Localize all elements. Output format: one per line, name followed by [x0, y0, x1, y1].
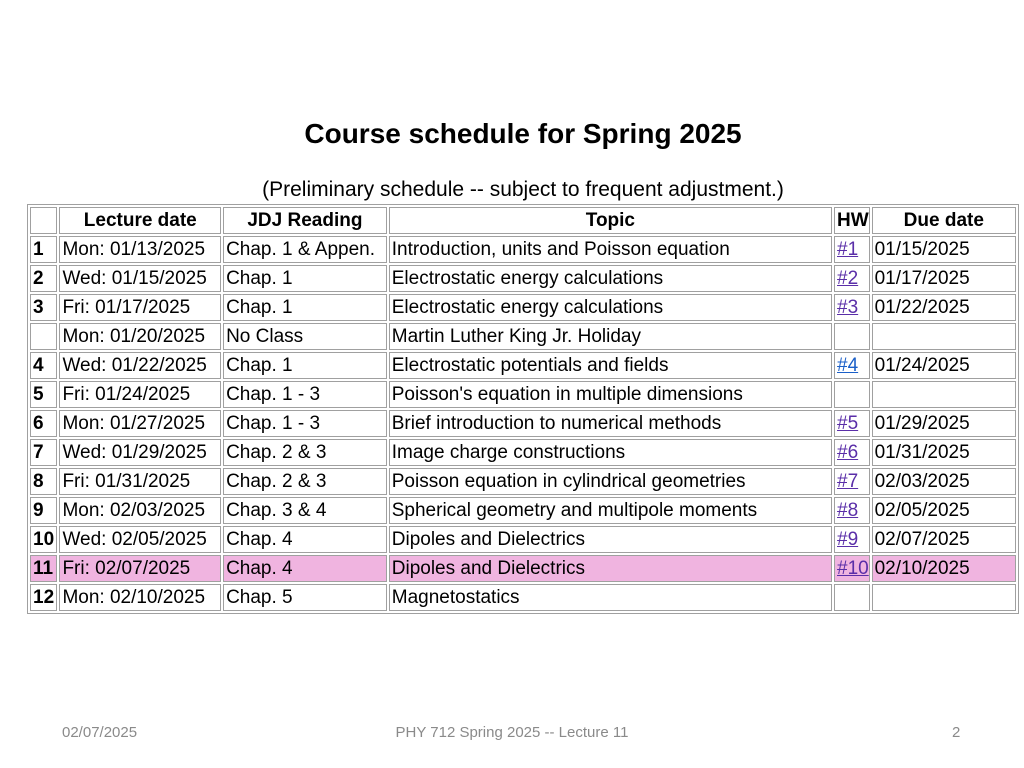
footer-page-number: 2	[952, 724, 961, 741]
row-number: 6	[30, 410, 57, 437]
hw-cell	[834, 439, 870, 466]
hw-cell	[834, 584, 870, 611]
topic-cell: Image charge constructions	[389, 439, 832, 466]
due-date-cell: 02/07/2025	[872, 526, 1016, 553]
table-row	[30, 555, 1016, 582]
due-date-cell: 01/17/2025	[872, 265, 1016, 292]
lecture-date-cell: Mon: 02/10/2025	[59, 584, 221, 611]
topic-cell: Magnetostatics	[389, 584, 832, 611]
header-number	[30, 207, 57, 234]
reading-cell: Chap. 1 - 3	[223, 381, 387, 408]
homework-link[interactable]: #1	[837, 239, 859, 260]
lecture-date-cell: Wed: 01/15/2025	[59, 265, 221, 292]
due-date-cell	[872, 584, 1016, 611]
topic-cell: Brief introduction to numerical methods	[389, 410, 832, 437]
due-date-cell: 01/15/2025	[872, 236, 1016, 263]
footer-course: PHY 712 Spring 2025 -- Lecture 11	[395, 724, 629, 741]
hw-cell	[834, 323, 870, 350]
lecture-date-cell: Mon: 01/13/2025	[59, 236, 221, 263]
header-due-date: Due date	[872, 207, 1016, 234]
row-number: 8	[30, 468, 57, 495]
homework-link[interactable]: #2	[837, 268, 859, 289]
hw-cell	[834, 381, 870, 408]
header-lecture-date: Lecture date	[59, 207, 221, 234]
table-row	[30, 352, 1016, 379]
row-number: 1	[30, 236, 57, 263]
reading-cell: Chap. 1 - 3	[223, 410, 387, 437]
topic-cell: Poisson's equation in multiple dimensions	[389, 381, 832, 408]
homework-link[interactable]: #5	[837, 413, 859, 434]
footer-date: 02/07/2025	[62, 724, 138, 741]
due-date-cell: 01/29/2025	[872, 410, 1016, 437]
reading-cell: Chap. 1	[223, 294, 387, 321]
topic-cell: Martin Luther King Jr. Holiday	[389, 323, 832, 350]
row-number: 5	[30, 381, 57, 408]
due-date-cell: 02/10/2025	[872, 555, 1016, 582]
topic-cell: Introduction, units and Poisson equation	[389, 236, 832, 263]
due-date-cell: 01/31/2025	[872, 439, 1016, 466]
due-date-cell	[872, 323, 1016, 350]
due-date-cell: 01/24/2025	[872, 352, 1016, 379]
table-row	[30, 526, 1016, 553]
table-row	[30, 294, 1016, 321]
row-number: 11	[30, 555, 57, 582]
row-number: 9	[30, 497, 57, 524]
lecture-date-cell: Wed: 02/05/2025	[59, 526, 221, 553]
topic-cell: Electrostatic energy calculations	[389, 265, 832, 292]
reading-cell: Chap. 1	[223, 352, 387, 379]
row-number: 2	[30, 265, 57, 292]
reading-cell: Chap. 3 & 4	[223, 497, 387, 524]
table-row	[30, 381, 1016, 408]
reading-cell: Chap. 2 & 3	[223, 468, 387, 495]
homework-link[interactable]: #9	[837, 529, 859, 550]
lecture-date-cell: Fri: 02/07/2025	[59, 555, 221, 582]
due-date-cell	[872, 381, 1016, 408]
due-date-cell: 01/22/2025	[872, 294, 1016, 321]
row-number: 3	[30, 294, 57, 321]
row-number: 10	[30, 526, 57, 553]
topic-cell: Electrostatic energy calculations	[389, 294, 832, 321]
hw-cell	[834, 265, 870, 292]
table-row	[30, 265, 1016, 292]
hw-cell	[834, 294, 870, 321]
topic-cell: Dipoles and Dielectrics	[389, 555, 832, 582]
hw-cell	[834, 410, 870, 437]
hw-cell	[834, 526, 870, 553]
lecture-date-cell: Fri: 01/24/2025	[59, 381, 221, 408]
schedule-table	[27, 204, 1019, 614]
reading-cell: Chap. 4	[223, 555, 387, 582]
hw-cell	[834, 236, 870, 263]
table-row	[30, 497, 1016, 524]
lecture-date-cell: Wed: 01/29/2025	[59, 439, 221, 466]
lecture-date-cell: Wed: 01/22/2025	[59, 352, 221, 379]
reading-cell: Chap. 2 & 3	[223, 439, 387, 466]
homework-link[interactable]: #10	[837, 558, 869, 579]
row-number: 4	[30, 352, 57, 379]
lecture-date-cell: Mon: 01/20/2025	[59, 323, 221, 350]
page-title: Course schedule for Spring 2025	[304, 118, 742, 149]
table-row	[30, 439, 1016, 466]
page-subtitle: (Preliminary schedule -- subject to frequent adjustment.)	[262, 178, 784, 201]
topic-cell: Electrostatic potentials and fields	[389, 352, 832, 379]
homework-link[interactable]: #3	[837, 297, 859, 318]
reading-cell: No Class	[223, 323, 387, 350]
table-row	[30, 323, 1016, 350]
header-topic: Topic	[389, 207, 832, 234]
topic-cell: Poisson equation in cylindrical geometries	[389, 468, 832, 495]
lecture-date-cell: Fri: 01/31/2025	[59, 468, 221, 495]
topic-cell: Dipoles and Dielectrics	[389, 526, 832, 553]
row-number: 7	[30, 439, 57, 466]
lecture-date-cell: Fri: 01/17/2025	[59, 294, 221, 321]
homework-link[interactable]: #6	[837, 442, 859, 463]
topic-cell: Spherical geometry and multipole moments	[389, 497, 832, 524]
hw-cell	[834, 555, 870, 582]
table-row	[30, 584, 1016, 611]
reading-cell: Chap. 5	[223, 584, 387, 611]
header-hw: HW	[834, 207, 870, 234]
row-number: 12	[30, 584, 57, 611]
due-date-cell: 02/03/2025	[872, 468, 1016, 495]
lecture-date-cell: Mon: 02/03/2025	[59, 497, 221, 524]
row-number	[30, 323, 57, 350]
hw-cell	[834, 352, 870, 379]
reading-cell: Chap. 4	[223, 526, 387, 553]
homework-link[interactable]: #7	[837, 471, 859, 492]
hw-cell	[834, 497, 870, 524]
table-header-row	[30, 207, 1016, 234]
table-row	[30, 410, 1016, 437]
header-reading: JDJ Reading	[223, 207, 387, 234]
table-row	[30, 236, 1016, 263]
homework-link[interactable]: #8	[837, 500, 859, 521]
homework-link[interactable]: #4	[837, 355, 859, 376]
table-row	[30, 468, 1016, 495]
due-date-cell: 02/05/2025	[872, 497, 1016, 524]
reading-cell: Chap. 1	[223, 265, 387, 292]
reading-cell: Chap. 1 & Appen.	[223, 236, 387, 263]
lecture-date-cell: Mon: 01/27/2025	[59, 410, 221, 437]
hw-cell	[834, 468, 870, 495]
